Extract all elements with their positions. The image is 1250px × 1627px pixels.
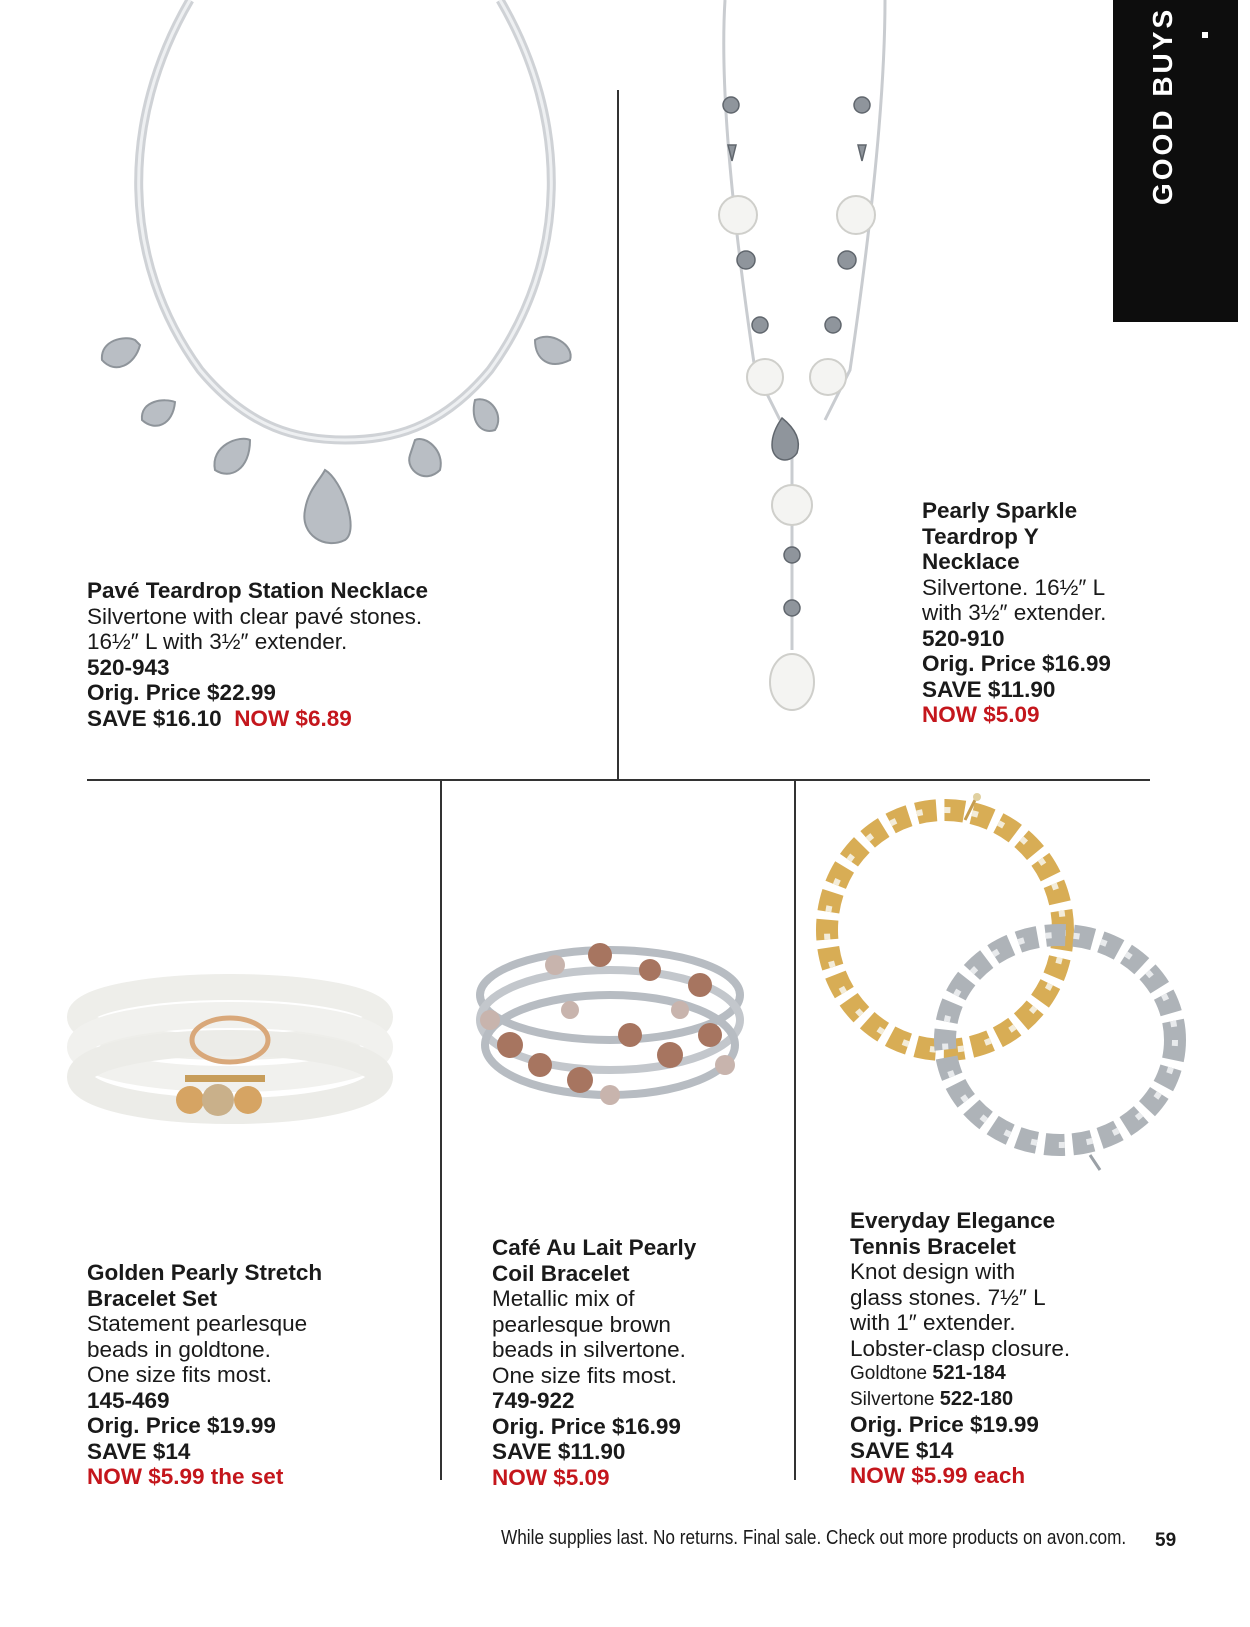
product-orig-price: Orig. Price $22.99 <box>87 680 276 705</box>
product-orig-price: Orig. Price $19.99 <box>850 1412 1039 1437</box>
product-name-line: Everyday Elegance <box>850 1208 1056 1233</box>
product-desc-line: Silvertone with clear pavé stones. <box>87 603 423 629</box>
product-save: SAVE $11.90 <box>492 1439 626 1464</box>
tennis-bracelet-image <box>815 795 1200 1175</box>
product-name-line: Tennis Bracelet <box>850 1233 1016 1259</box>
section-tab-label: GOOD BUYS <box>1147 6 1178 205</box>
golden-pearly-bracelet-image <box>70 975 390 1125</box>
product-desc-line: glass stones. 7½″ L <box>850 1284 1046 1310</box>
product-name-line: Café Au Lait Pearly <box>492 1235 697 1260</box>
variant-label: Goldtone <box>850 1363 928 1384</box>
variant-code: 522-180 <box>939 1387 1014 1410</box>
product-name: Pavé Teardrop Station Necklace <box>87 578 428 603</box>
product-save: SAVE $16.10 <box>87 705 222 731</box>
product-variant-silvertone <box>850 1387 1070 1413</box>
product-desc-line: Metallic mix of <box>492 1286 635 1311</box>
product-now-price: NOW $5.09 <box>922 702 1040 727</box>
product-name-line: Necklace <box>922 549 1020 574</box>
product-orig-price: Orig. Price $19.99 <box>87 1413 276 1438</box>
divider-bottom-left <box>440 780 442 1480</box>
product-now-price: NOW $5.99 each <box>850 1463 1026 1488</box>
product-name-line: Pearly Sparkle <box>922 498 1078 523</box>
product-desc-line: Lobster-clasp closure. <box>850 1335 1071 1361</box>
product-desc-line: Statement pearlesque <box>87 1311 308 1336</box>
product-desc-line: Silvertone. 16½″ L <box>922 574 1106 600</box>
cafe-au-lait-bracelet-image <box>470 925 760 1125</box>
product-desc-line: 16½″ L with 3½″ extender. <box>87 629 348 654</box>
variant-code: 521-184 <box>932 1362 1006 1384</box>
product-now-price: NOW $5.99 the set <box>87 1464 284 1489</box>
product-desc-line: One size fits most. <box>492 1362 678 1388</box>
product-orig-price: Orig. Price $16.99 <box>922 651 1111 676</box>
divider-bottom-right <box>794 780 796 1480</box>
product-tennis-bracelet <box>850 1208 1070 1489</box>
page-number: 59 <box>1155 1530 1177 1551</box>
product-name-line: Coil Bracelet <box>492 1260 630 1286</box>
product-save: SAVE $11.90 <box>922 676 1056 702</box>
product-desc-line: beads in silvertone. <box>492 1337 686 1362</box>
product-pearly-y-necklace <box>922 498 1111 728</box>
product-save: SAVE $14 <box>850 1437 954 1463</box>
divider-horizontal <box>87 779 1150 781</box>
product-desc-line: with 3½″ extender. <box>922 600 1107 625</box>
product-save: SAVE $14 <box>87 1438 191 1464</box>
product-desc-line: with 1″ extender. <box>850 1310 1016 1335</box>
variant-label: Silvertone <box>850 1388 935 1410</box>
product-desc-line: Knot design with <box>850 1259 1016 1284</box>
footer-disclaimer: While supplies last. No returns. Final sale. Check out more products on avon.com. <box>501 1527 1127 1549</box>
product-code: 145-469 <box>87 1387 170 1413</box>
divider-top-vertical <box>617 90 619 780</box>
product-code: 520-910 <box>922 625 1005 651</box>
product-name-line: Teardrop Y <box>922 523 1039 549</box>
product-variant-goldtone <box>850 1361 1070 1387</box>
product-code: 520-943 <box>87 654 170 680</box>
product-golden-bracelet-set <box>87 1260 322 1490</box>
brand-mark-icon <box>1202 32 1208 38</box>
pearly-y-necklace-image <box>710 0 900 730</box>
product-name-line: Bracelet Set <box>87 1285 218 1311</box>
product-orig-price: Orig. Price $16.99 <box>492 1413 681 1439</box>
product-cafe-coil-bracelet <box>492 1235 696 1490</box>
product-name-line: Golden Pearly Stretch <box>87 1260 323 1285</box>
product-desc-line: beads in goldtone. <box>87 1336 271 1362</box>
product-pave-necklace <box>87 578 428 731</box>
product-now-price: NOW $6.89 <box>234 705 352 731</box>
product-now-price: NOW $5.09 <box>492 1464 610 1490</box>
product-code: 749-922 <box>492 1388 575 1413</box>
pave-teardrop-necklace-image <box>80 0 600 545</box>
product-desc-line: pearlesque brown <box>492 1311 671 1337</box>
product-desc-line: One size fits most. <box>87 1362 273 1387</box>
